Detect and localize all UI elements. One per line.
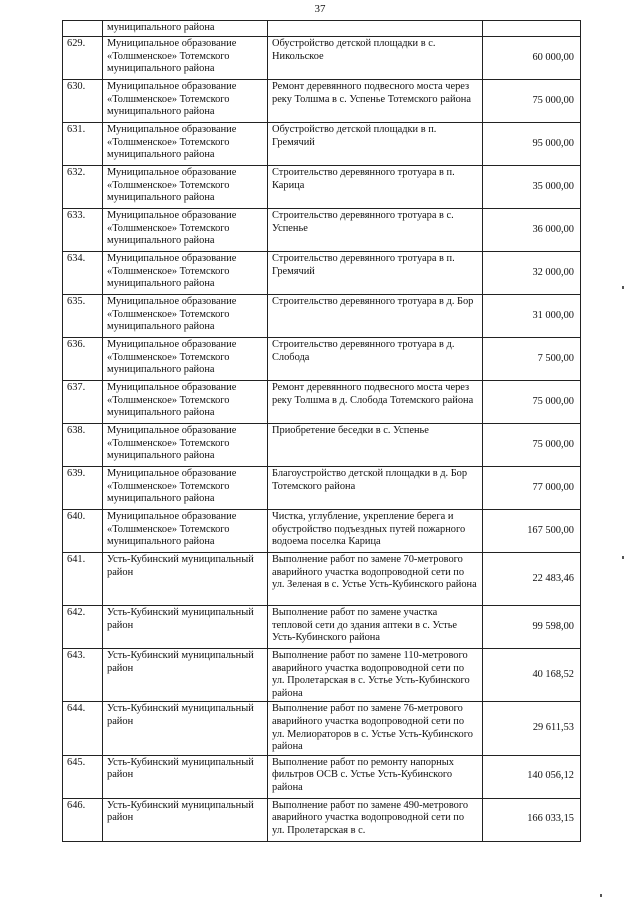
table-row — [63, 252, 581, 295]
municipality-cell: Муниципальное образование «Толшменское» Тотемского муниципального района — [103, 467, 268, 510]
row-number-cell: 643. — [63, 649, 103, 702]
description-cell: Выполнение работ по замене 110-метрового аварийного участка водопроводной сети по ул. Пролетарская в с. Устье Усть-Кубинского района — [268, 649, 483, 702]
table-row — [63, 123, 581, 166]
municipality-cell: муниципального района — [103, 21, 268, 37]
amount-cell: 75 000,00 — [483, 80, 581, 123]
row-number-cell: 629. — [63, 37, 103, 80]
description-cell: Строительство деревянного тротуара в д. Слобода — [268, 338, 483, 381]
row-number-cell: 645. — [63, 755, 103, 798]
municipality-cell: Муниципальное образование «Толшменское» Тотемского муниципального района — [103, 510, 268, 553]
municipality-cell: Усть-Кубинский муниципальный район — [103, 798, 268, 841]
amount-cell: 77 000,00 — [483, 467, 581, 510]
table-row — [63, 702, 581, 755]
municipality-cell: Муниципальное образование «Толшменское» Тотемского муниципального района — [103, 80, 268, 123]
row-number-cell: 630. — [63, 80, 103, 123]
amount-cell: 31 000,00 — [483, 295, 581, 338]
municipality-cell: Муниципальное образование «Толшменское» Тотемского муниципального района — [103, 381, 268, 424]
scan-mark — [622, 286, 624, 289]
row-number-cell: 631. — [63, 123, 103, 166]
municipality-cell: Усть-Кубинский муниципальный район — [103, 553, 268, 606]
description-cell: Строительство деревянного тротуара в д. Бор — [268, 295, 483, 338]
table-row — [63, 80, 581, 123]
row-number-cell: 640. — [63, 510, 103, 553]
description-cell: Обустройство детской площадки в с. Никольское — [268, 37, 483, 80]
municipality-cell: Муниципальное образование «Толшменское» Тотемского муниципального района — [103, 166, 268, 209]
municipality-cell: Усть-Кубинский муниципальный район — [103, 649, 268, 702]
description-cell — [268, 21, 483, 37]
amount-cell — [483, 21, 581, 37]
scan-mark — [600, 894, 602, 897]
description-cell: Приобретение беседки в с. Успенье — [268, 424, 483, 467]
row-number-cell: 637. — [63, 381, 103, 424]
description-cell: Выполнение работ по замене 70-метрового аварийного участка водопроводной сети по ул. Зеленая в с. Устье Усть-Кубинского района — [268, 553, 483, 606]
municipality-cell: Усть-Кубинский муниципальный район — [103, 755, 268, 798]
description-cell: Строительство деревянного тротуара в п. Карица — [268, 166, 483, 209]
table-row — [63, 424, 581, 467]
amount-cell: 22 483,46 — [483, 553, 581, 606]
municipality-cell: Муниципальное образование «Толшменское» Тотемского муниципального района — [103, 123, 268, 166]
table-row — [63, 553, 581, 606]
amount-cell: 35 000,00 — [483, 166, 581, 209]
table-row — [63, 37, 581, 80]
municipality-cell: Усть-Кубинский муниципальный район — [103, 702, 268, 755]
amount-cell: 40 168,52 — [483, 649, 581, 702]
amount-cell: 32 000,00 — [483, 252, 581, 295]
row-number-cell: 644. — [63, 702, 103, 755]
table-row — [63, 209, 581, 252]
table-row — [63, 381, 581, 424]
amount-cell: 95 000,00 — [483, 123, 581, 166]
amount-cell: 167 500,00 — [483, 510, 581, 553]
amount-cell: 29 611,53 — [483, 702, 581, 755]
amount-cell: 140 056,12 — [483, 755, 581, 798]
description-cell: Выполнение работ по замене 76-метрового аварийного участка водопроводной сети по ул. Мелиораторов в с. Устье Усть-Кубинского района — [268, 702, 483, 755]
municipality-cell: Усть-Кубинский муниципальный район — [103, 606, 268, 649]
description-cell: Строительство деревянного тротуара в п. Гремячий — [268, 252, 483, 295]
table-row — [63, 510, 581, 553]
municipality-cell: Муниципальное образование «Толшменское» Тотемского муниципального района — [103, 424, 268, 467]
row-number-cell: 633. — [63, 209, 103, 252]
table-row — [63, 606, 581, 649]
scan-mark — [622, 556, 624, 559]
description-cell: Выполнение работ по замене 490-метрового аварийного участка водопроводной сети по ул. Пролетарская в с. — [268, 798, 483, 841]
row-number-cell: 634. — [63, 252, 103, 295]
description-cell: Выполнение работ по ремонту напорных фильтров ОСВ с. Устье Усть-Кубинского района — [268, 755, 483, 798]
table-row — [63, 798, 581, 841]
row-number-cell: 632. — [63, 166, 103, 209]
description-cell: Ремонт деревянного подвесного моста через реку Толшма в с. Успенье Тотемского района — [268, 80, 483, 123]
description-cell: Благоустройство детской площадки в д. Бор Тотемского района — [268, 467, 483, 510]
table-row — [63, 467, 581, 510]
table-row — [63, 338, 581, 381]
row-number-cell — [63, 21, 103, 37]
table-body — [63, 21, 581, 842]
municipality-cell: Муниципальное образование «Толшменское» Тотемского муниципального района — [103, 252, 268, 295]
description-cell: Ремонт деревянного подвесного моста через реку Толшма в д. Слобода Тотемского района — [268, 381, 483, 424]
row-number-cell: 636. — [63, 338, 103, 381]
amount-cell: 60 000,00 — [483, 37, 581, 80]
table-row — [63, 755, 581, 798]
municipality-cell: Муниципальное образование «Толшменское» Тотемского муниципального района — [103, 37, 268, 80]
description-cell: Выполнение работ по замене участка тепловой сети до здания аптеки в с. Устье Усть-Кубинского района — [268, 606, 483, 649]
row-number-cell: 641. — [63, 553, 103, 606]
description-cell: Строительство деревянного тротуара в с. Успенье — [268, 209, 483, 252]
budget-allocation-table — [62, 20, 581, 842]
amount-cell: 7 500,00 — [483, 338, 581, 381]
municipality-cell: Муниципальное образование «Толшменское» Тотемского муниципального района — [103, 338, 268, 381]
row-number-cell: 646. — [63, 798, 103, 841]
row-number-cell: 642. — [63, 606, 103, 649]
amount-cell: 166 033,15 — [483, 798, 581, 841]
amount-cell: 36 000,00 — [483, 209, 581, 252]
description-cell: Чистка, углубление, укрепление берега и обустройство подъездных путей пожарного водоема поселка Карица — [268, 510, 483, 553]
page-number: 37 — [314, 3, 326, 15]
row-number-cell: 635. — [63, 295, 103, 338]
continued-row — [63, 21, 581, 37]
amount-cell: 75 000,00 — [483, 424, 581, 467]
municipality-cell: Муниципальное образование «Толшменское» Тотемского муниципального района — [103, 295, 268, 338]
description-cell: Обустройство детской площадки в п. Гремячий — [268, 123, 483, 166]
amount-cell: 99 598,00 — [483, 606, 581, 649]
table-row — [63, 649, 581, 702]
table-row — [63, 295, 581, 338]
table-row — [63, 166, 581, 209]
municipality-cell: Муниципальное образование «Толшменское» Тотемского муниципального района — [103, 209, 268, 252]
amount-cell: 75 000,00 — [483, 381, 581, 424]
row-number-cell: 638. — [63, 424, 103, 467]
row-number-cell: 639. — [63, 467, 103, 510]
